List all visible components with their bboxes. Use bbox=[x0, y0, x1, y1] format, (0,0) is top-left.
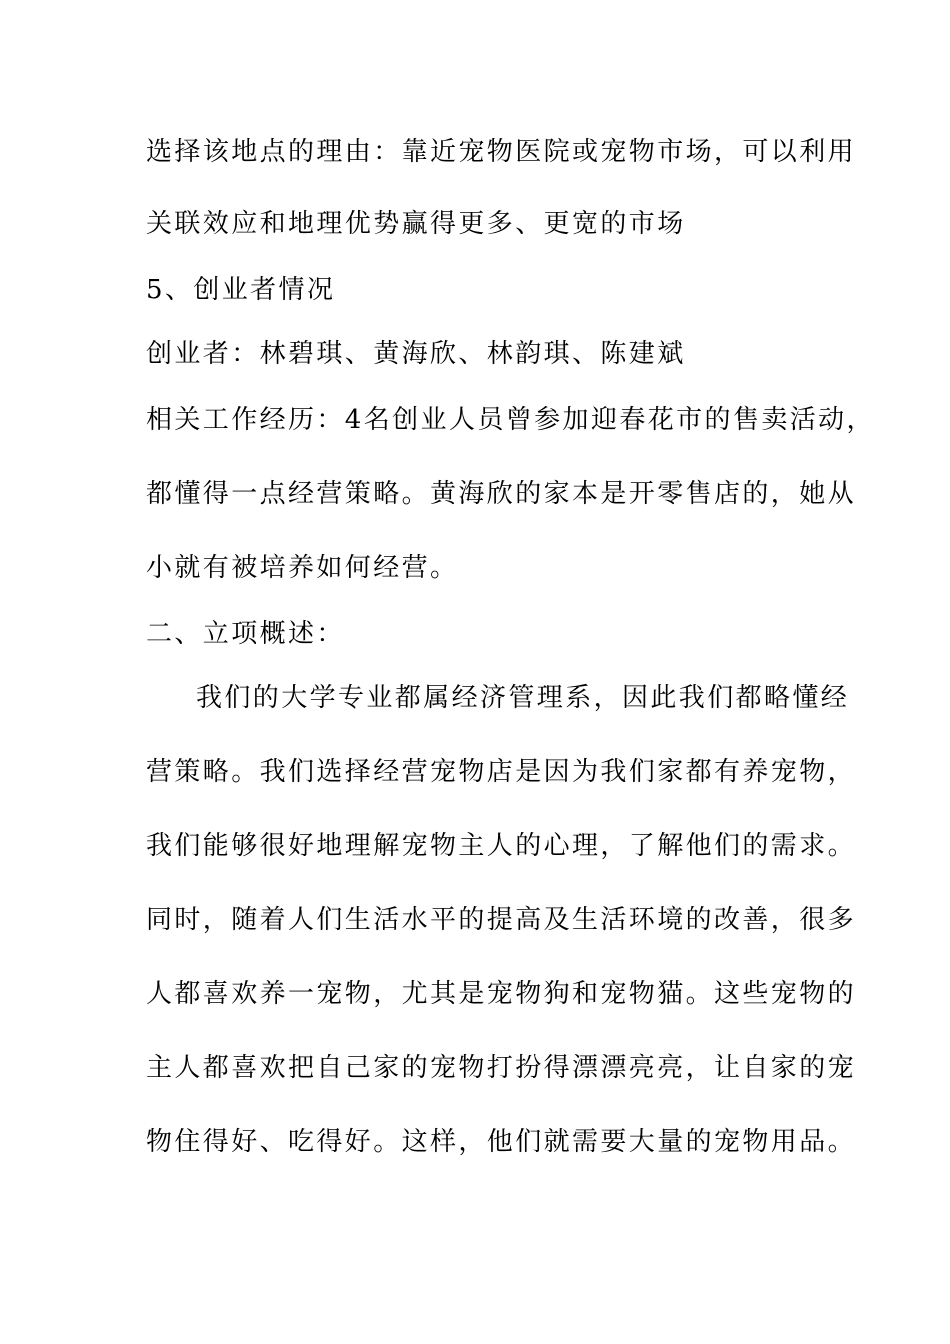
experience-line-1: 相关工作经历：4名创业人员曾参加迎春花市的售卖活动， bbox=[146, 405, 875, 435]
overview-paragraph-line-7: 物住得好、吃得好。这样，他们就需要大量的宠物用品。 bbox=[146, 1127, 857, 1157]
founders-line: 创业者：林碧琪、黄海欣、林韵琪、陈建斌 bbox=[146, 339, 686, 369]
section-heading-overview: 二、立项概述： bbox=[146, 619, 345, 649]
overview-paragraph-line-2: 营策略。我们选择经营宠物店是因为我们家都有养宠物， bbox=[146, 757, 857, 787]
overview-paragraph-line-6: 主人都喜欢把自己家的宠物打扮得漂漂亮亮，让自家的宠 bbox=[146, 1053, 857, 1083]
section-heading-founders: 5、创业者情况 bbox=[146, 275, 336, 305]
location-reason-line-2: 关联效应和地理优势赢得更多、更宽的市场 bbox=[146, 209, 686, 239]
experience-line-2: 都懂得一点经营策略。黄海欣的家本是开零售店的，她从 bbox=[146, 479, 857, 509]
overview-paragraph-line-5: 人都喜欢养一宠物，尤其是宠物狗和宠物猫。这些宠物的 bbox=[146, 979, 857, 1009]
experience-line-3: 小就有被培养如何经营。 bbox=[146, 553, 459, 583]
location-reason-line-1: 选择该地点的理由：靠近宠物医院或宠物市场，可以利用 bbox=[146, 137, 857, 167]
overview-paragraph-line-3: 我们能够很好地理解宠物主人的心理，了解他们的需求。 bbox=[146, 831, 857, 861]
overview-paragraph-line-1: 我们的大学专业都属经济管理系，因此我们都略懂经 bbox=[196, 683, 850, 713]
overview-paragraph-line-4: 同时，随着人们生活水平的提高及生活环境的改善，很多 bbox=[146, 905, 857, 935]
